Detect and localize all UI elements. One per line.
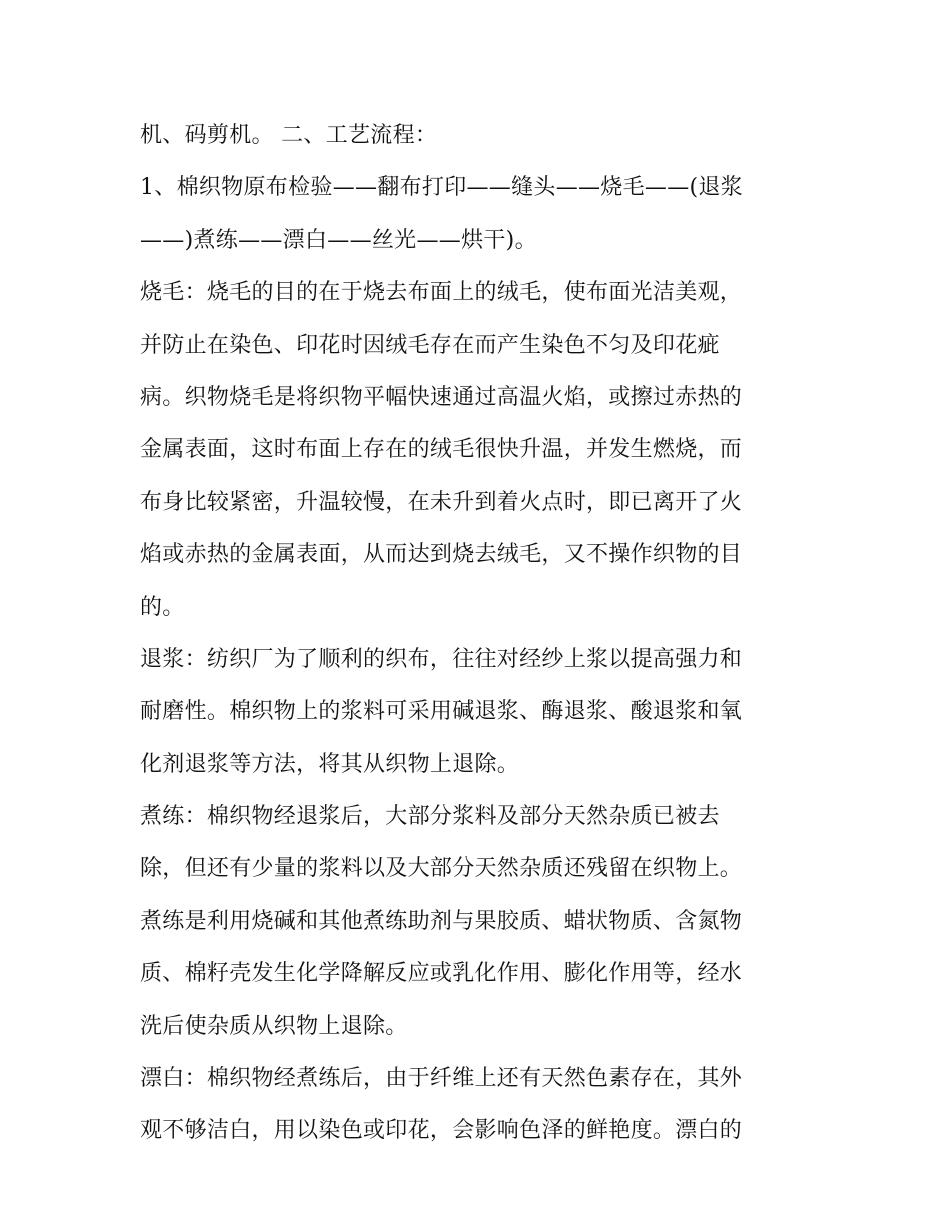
text-line-singeing: 病。织物烧毛是将织物平幅快速通过高温火焰，或擦过赤热的 xyxy=(140,384,743,410)
text-line-intro: 机、码剪机。 二、工艺流程： xyxy=(140,123,438,148)
text-line-scouring: 煮练：棉织物经退浆后，大部分浆料及部分天然杂质已被去 xyxy=(140,804,720,830)
text-line-desizing: 退浆：纺织厂为了顺利的织布，往往对经纱上浆以提高强力和 xyxy=(140,646,743,672)
text-line-process-flow: 1、棉织物原布检验——翻布打印——缝头——烧毛——(退浆 xyxy=(140,175,743,201)
text-line-process-flow-cont: ——)煮练——漂白——丝光——烘干)。 xyxy=(140,227,537,253)
text-line-bleaching: 观不够洁白，用以染色或印花，会影响色泽的鲜艳度。漂白的 xyxy=(140,1118,743,1144)
text-line-singeing: 的。 xyxy=(140,594,185,620)
text-line-singeing: 焰或赤热的金属表面，从而达到烧去绒毛，又不操作织物的目 xyxy=(140,542,743,568)
document-page xyxy=(140,110,820,1158)
text-line-singeing: 布身比较紧密，升温较慢，在未升到着火点时，即已离开了火 xyxy=(140,489,743,515)
text-line-bleaching: 漂白：棉织物经煮练后，由于纤维上还有天然色素存在，其外 xyxy=(140,1066,743,1092)
text-line-desizing: 耐磨性。棉织物上的浆料可采用碱退浆、酶退浆、酸退浆和氧 xyxy=(140,699,743,725)
text-line-scouring: 质、棉籽壳发生化学降解反应或乳化作用、膨化作用等，经水 xyxy=(140,961,743,987)
text-line-singeing: 烧毛：烧毛的目的在于烧去布面上的绒毛，使布面光洁美观， xyxy=(140,280,743,306)
text-line-scouring: 煮练是利用烧碱和其他煮练助剂与果胶质、蜡状物质、含氮物 xyxy=(140,908,743,934)
text-line-scouring: 洗后使杂质从织物上退除。 xyxy=(140,1013,408,1039)
text-line-singeing: 并防止在染色、印花时因绒毛存在而产生染色不匀及印花疵 xyxy=(140,332,720,358)
text-line-scouring: 除，但还有少量的浆料以及大部分天然杂质还残留在织物上。 xyxy=(140,856,743,882)
text-line-desizing: 化剂退浆等方法，将其从织物上退除。 xyxy=(140,751,520,777)
text-line-singeing: 金属表面，这时布面上存在的绒毛很快升温，并发生燃烧，而 xyxy=(140,437,743,463)
